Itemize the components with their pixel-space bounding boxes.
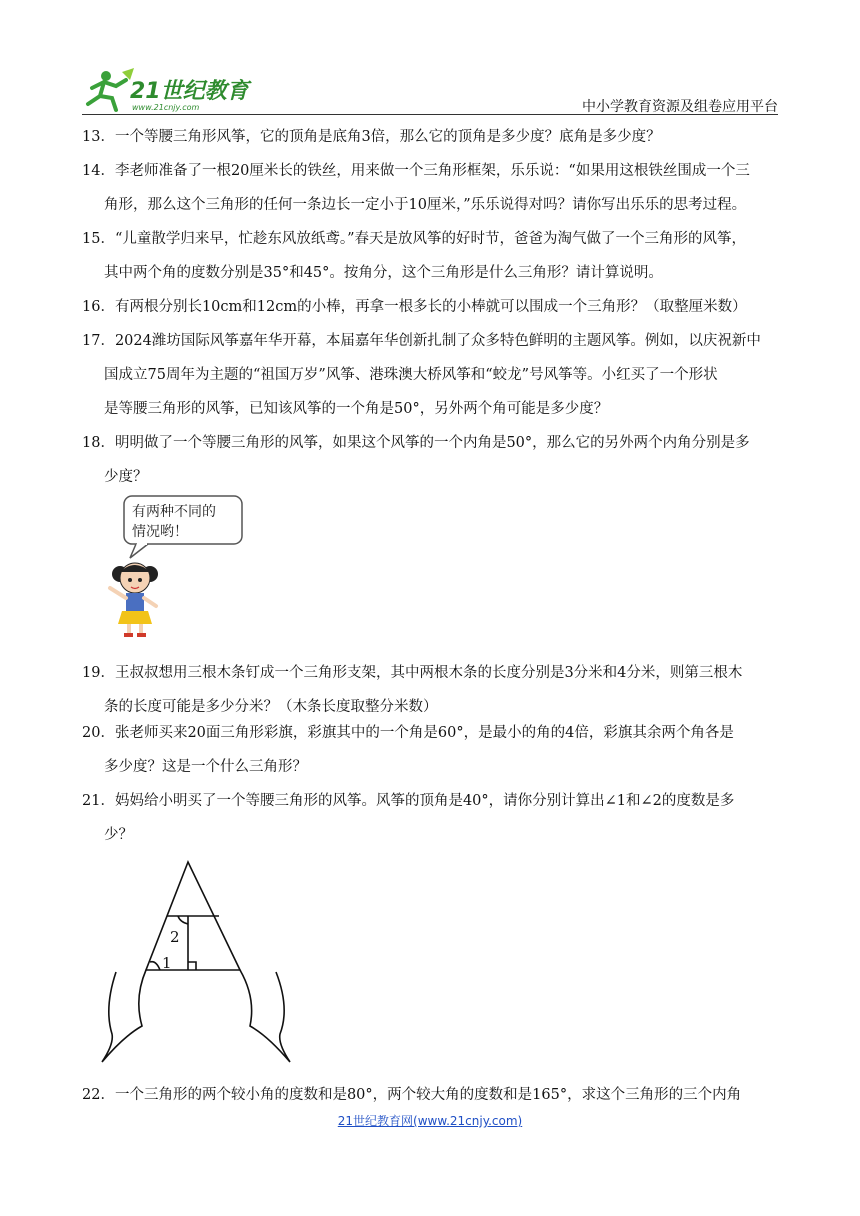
logo-url: www.21cnjy.com: [132, 103, 200, 112]
question-text: “儿童散学归来早，忙趁东风放纸鸢。”春天是放风筝的好时节，爸爸为淘气做了一个三角形的风筝，: [114, 231, 747, 247]
question-number: 22．: [82, 1087, 115, 1103]
question-number: 21．: [82, 793, 115, 809]
question-22: [82, 1078, 782, 1112]
question-text: 妈妈给小明买了一个等腰三角形的风筝。风筝的顶角是40°，请你分别计算出∠1和∠2的度数是多: [114, 793, 735, 809]
girl-illustration: [96, 492, 256, 642]
question-text: 一个三角形的两个较小角的度数和是80°，两个较大角的度数和是165°，求这个三角形的三个内角: [114, 1087, 742, 1103]
question-text: 张老师买来20面三角形彩旗，彩旗其中的一个角是60°，是最小的角的4倍，彩旗其余两个角各是: [114, 725, 734, 741]
bubble-line-1: 有两种不同的: [132, 504, 216, 520]
footer-link[interactable]: 21世纪教育网(www.21cnjy.com): [337, 1114, 523, 1128]
question-number: 19．: [82, 665, 115, 681]
question-text: 多少度？这是一个什么三角形？: [104, 759, 307, 775]
question-text: 国成立75周年为主题的“祖国万岁”风筝、港珠澳大桥风筝和“蛟龙”号风筝等。小红买了一个形状: [104, 367, 718, 383]
question-number: 17．: [82, 333, 115, 349]
question-text: 少度？: [104, 469, 148, 485]
question-text: 条的长度可能是多少分米？（木条长度取整分米数）: [104, 699, 438, 715]
question-number: 20．: [82, 725, 115, 741]
question-text: 有两根分别长10cm和12cm的小棒，再拿一根多长的小棒就可以围成一个三角形？（取整厘米数）: [114, 299, 747, 315]
question-15: [82, 222, 782, 290]
bubble-line-2: 情况哟！: [132, 524, 188, 540]
question-number: 13．: [82, 129, 115, 145]
question-text: 少？: [104, 827, 133, 843]
question-text: 角形，那么这个三角形的任何一条边长一定小于10厘米，”乐乐说得对吗？请你写出乐乐的思考过程。: [104, 197, 747, 213]
question-text: 明明做了一个等腰三角形的风筝，如果这个风筝的一个内角是50°，那么它的另外两个内角分别是多: [114, 435, 750, 451]
page-footer: [0, 1112, 860, 1129]
angle-1-label: 1: [162, 954, 172, 972]
logo-text: 21世纪教育: [130, 79, 249, 104]
question-16: [82, 290, 782, 324]
page-header: [82, 66, 778, 116]
question-17: [82, 324, 782, 426]
question-number: 14．: [82, 163, 115, 179]
kite-diagram: [94, 858, 304, 1068]
question-text: 李老师准备了一根20厘米长的铁丝，用来做一个三角形框架，乐乐说：“如果用这根铁丝围成一个三: [114, 163, 750, 179]
question-text: 王叔叔想用三根木条钉成一个三角形支架，其中两根木条的长度分别是3分米和4分米，则第三根木: [114, 665, 743, 681]
angle-2-label: 2: [170, 928, 180, 946]
logo: [82, 66, 262, 114]
question-number: 15．: [82, 231, 115, 247]
question-text: 其中两个角的度数分别是35°和45°。按角分，这个三角形是什么三角形？请计算说明。: [104, 265, 663, 281]
header-divider: [82, 114, 778, 115]
question-13: [82, 120, 782, 154]
question-text: 2024潍坊国际风筝嘉年华开幕，本届嘉年华创新扎制了众多特色鲜明的主题风筝。例如，以庆祝新中: [114, 333, 761, 349]
question-text: 一个等腰三角形风筝，它的顶角是底角3倍，那么它的顶角是多少度？底角是多少度？: [114, 129, 661, 145]
question-19: [82, 656, 782, 724]
question-20: [82, 716, 782, 784]
question-18: [82, 426, 782, 494]
question-21: [82, 784, 782, 852]
question-number: 16．: [82, 299, 115, 315]
question-number: 18．: [82, 435, 115, 451]
question-text: 是等腰三角形的风筝，已知该风筝的一个角是50°，另外两个角可能是多少度？: [104, 401, 609, 417]
question-14: [82, 154, 782, 222]
platform-title: 中小学教育资源及组卷应用平台: [582, 99, 778, 115]
